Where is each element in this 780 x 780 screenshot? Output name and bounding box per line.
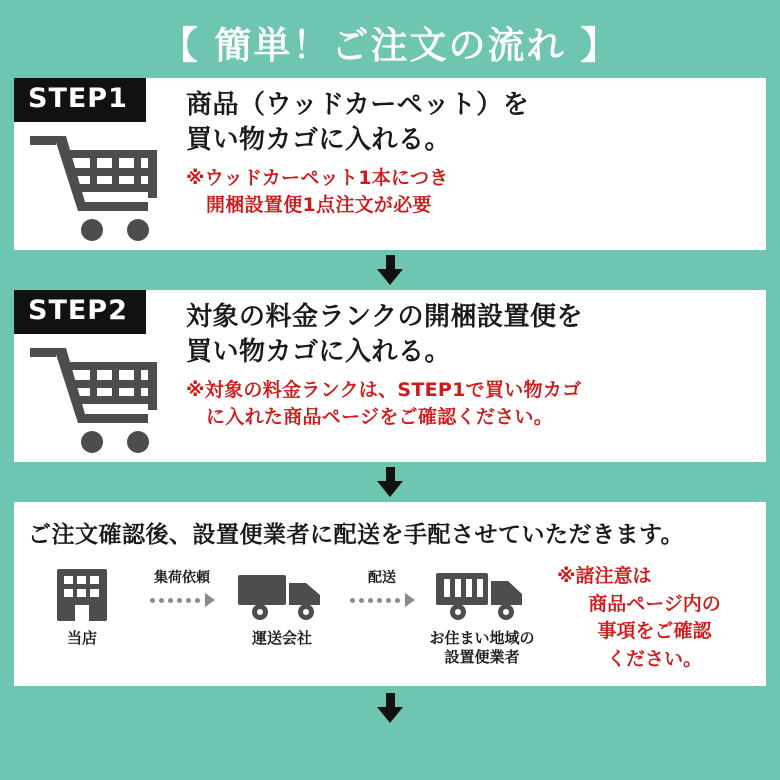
dotted-arrow-icon [136, 593, 228, 607]
step1-text-column [186, 78, 766, 225]
arrow-step2-to-delivery [0, 462, 780, 502]
step2-heading-line1: 対象の料金ランクの開梱設置便を [186, 302, 583, 333]
delivery-flow [28, 561, 752, 673]
step1-note-line1: ※ウッドカーペット1本につき [186, 166, 449, 189]
step2-note-line2: に入れた商品ページをご確認ください。 [206, 406, 554, 429]
step1-heading-line2: 買い物カゴに入れる。 [186, 125, 452, 156]
step1-note-line2: 開梱設置便1点注文が必要 [206, 194, 432, 217]
step2-badge: STEP2 [14, 290, 146, 334]
shopping-cart-icon [30, 342, 170, 462]
flow-node-store [28, 561, 136, 648]
down-arrow-icon [377, 467, 403, 497]
delivery-flow-nodes [28, 561, 557, 667]
building-icon [51, 565, 113, 623]
step2-card [14, 290, 766, 462]
dotted-arrow-icon [336, 593, 428, 607]
delivery-caution-line4: ください。 [606, 648, 702, 671]
flow-node-installer-caption [429, 629, 534, 667]
flow-connector-1 [136, 561, 228, 607]
step2-heading-line2: 買い物カゴに入れる。 [186, 337, 452, 368]
truck-icon [236, 567, 328, 623]
step2-text-column [186, 290, 766, 437]
flow-node-carrier-caption: 運送会社 [251, 629, 312, 648]
page-title: 【 簡単！ご注文の流れ 】 [160, 24, 620, 67]
flow-node-carrier [228, 561, 336, 648]
delivery-caution [557, 561, 752, 673]
delivery-card [14, 502, 766, 685]
step2-note-line1: ※対象の料金ランクは、STEP1で買い物カゴ [186, 378, 582, 401]
delivery-heading: ご注文確認後、設置便業者に配送を手配させていただきます。 [28, 522, 685, 549]
step1-note [186, 165, 758, 220]
down-arrow-icon [377, 693, 403, 723]
step2-note [186, 377, 758, 432]
flow-connector-2 [336, 561, 428, 607]
flow-node-installer-caption-line2: 設置便業者 [444, 648, 520, 667]
arrow-to-next-section [0, 686, 780, 730]
shopping-cart-icon [30, 130, 170, 250]
flow-connector-2-label: 配送 [368, 570, 396, 587]
flow-node-installer [428, 561, 536, 667]
step1-card [14, 78, 766, 250]
delivery-caution-line1: ※諸注意は [557, 565, 652, 588]
step1-badge: STEP1 [14, 78, 146, 122]
flow-node-installer-caption-line1: お住まい地域の [429, 629, 535, 648]
arrow-step1-to-step2 [0, 250, 780, 290]
flow-connector-1-label: 集荷依頼 [154, 570, 210, 587]
down-arrow-icon [377, 255, 403, 285]
delivery-truck-icon [434, 567, 530, 623]
flow-node-store-caption: 当店 [66, 629, 97, 648]
step1-heading-line1: 商品（ウッドカーペット）を [186, 90, 530, 121]
delivery-caution-line3: 事項をご確認 [597, 620, 712, 643]
delivery-caution-line2: 商品ページ内の [588, 592, 721, 615]
